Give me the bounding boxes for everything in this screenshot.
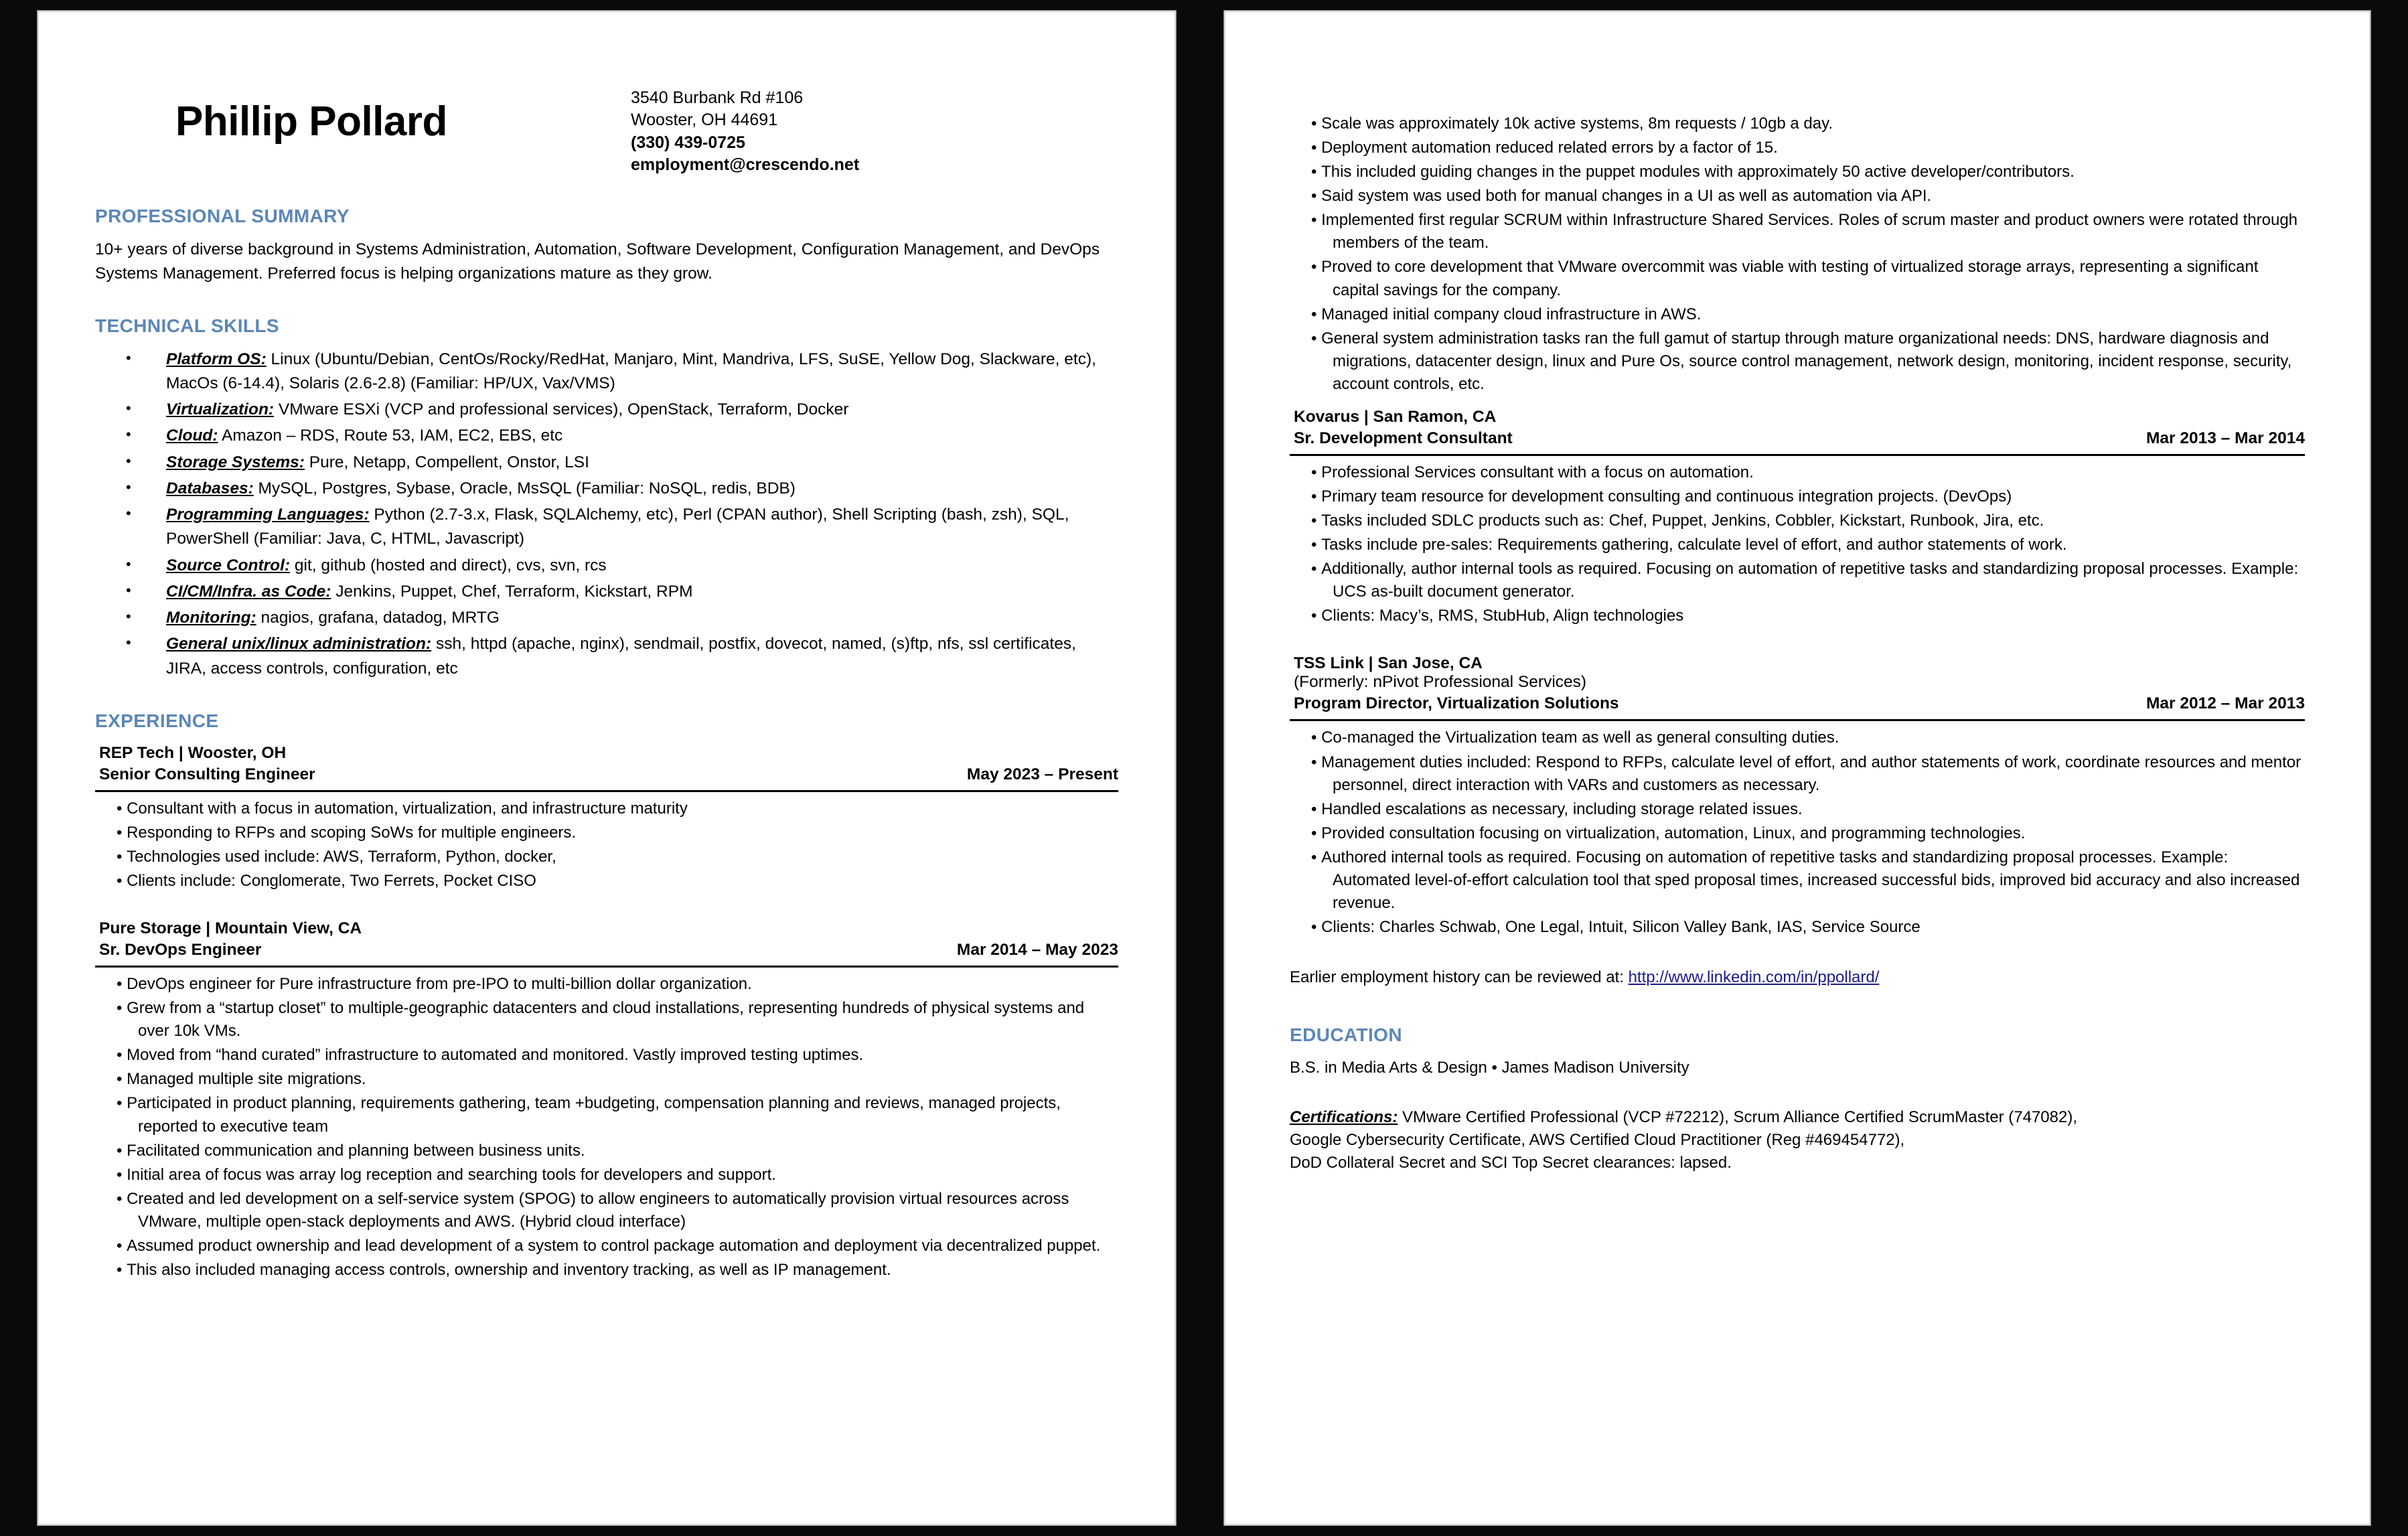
continued-bullet: • Deployment automation reduced related errors by a factor of 15.: [1311, 137, 2305, 159]
job-title: Program Director, Virtualization Solutions: [1294, 694, 1619, 713]
skill-label: CI/CM/Infra. as Code:: [166, 582, 331, 601]
job-bullet-list: [95, 973, 1118, 1282]
job-company: TSS Link | San Jose, CA: [1294, 654, 1483, 673]
section-heading-experience: EXPERIENCE: [95, 710, 219, 731]
skill-value: git, github (hosted and direct), cvs, svn, rcs: [290, 556, 607, 574]
job-bullet: • Created and led development on a self-service system (SPOG) to allow engineers to automatically provision virtual resources across VMware, multiple open-stack deployments and AWS. (Hybrid cloud interface): [117, 1188, 1118, 1233]
skill-value: VMware ESXi (VCP and professional services), OpenStack, Terraform, Docker: [274, 400, 849, 419]
job-dates: Mar 2012 – Mar 2013: [2146, 694, 2305, 713]
job-bullet: • Assumed product ownership and lead development of a system to control package automation and deployment via decentralized puppet.: [117, 1235, 1118, 1257]
earlier-history-label: Earlier employment history can be reviewed at:: [1290, 968, 1629, 987]
job-bullet: • Facilitated communication and planning between business units.: [117, 1140, 1118, 1162]
section-heading-technical-skills: TECHNICAL SKILLS: [95, 315, 279, 336]
job-dates: May 2023 – Present: [966, 765, 1118, 783]
skill-label: Platform OS:: [166, 350, 267, 368]
contact-line: (330) 439-0725: [631, 133, 745, 152]
section-heading-professional-summary: PROFESSIONAL SUMMARY: [95, 206, 350, 226]
job-bullet: • Provided consultation focusing on virtualization, automation, Linux, and programming technologies.: [1311, 822, 2305, 845]
job-title: Sr. DevOps Engineer: [99, 941, 262, 959]
job-bullet: • Consultant with a focus in automation, virtualization, and infrastructure maturity: [117, 797, 1118, 820]
skill-label: Programming Languages:: [166, 506, 370, 524]
job-title-row: [1290, 694, 2305, 713]
earlier-history-line: [1290, 968, 2305, 987]
skill-item: [95, 348, 1118, 396]
job-bullet: • Responding to RFPs and scoping SoWs for multiple engineers.: [117, 822, 1118, 844]
skill-label: Storage Systems:: [166, 453, 305, 471]
job-dates: Mar 2013 – Mar 2014: [2146, 429, 2305, 447]
resume-page-1: [37, 11, 1176, 1525]
job-bullet: • Tasks include pre-sales: Requirements gathering, calculate level of effort, and author statements of work.: [1311, 534, 2305, 556]
continued-bullet: • Said system was used both for manual changes in a UI as well as automation via API.: [1311, 185, 2305, 208]
job-bullet: • Clients: Macy’s, RMS, StubHub, Align technologies: [1311, 605, 2305, 627]
certifications-block: [1290, 1106, 2305, 1174]
technical-skills-list: [95, 348, 1118, 681]
skill-value: nagios, grafana, datadog, MRTG: [256, 609, 500, 627]
job-bullet: • Professional Services consultant with a focus on automation.: [1311, 461, 2305, 484]
job-title: Senior Consulting Engineer: [99, 765, 315, 783]
contact-line: 3540 Burbank Rd #106: [631, 88, 804, 107]
experience-entry: [1290, 408, 2305, 628]
skill-value: MySQL, Postgres, Sybase, Oracle, MsSQL (Familiar: NoSQL, redis, BDB): [253, 479, 796, 497]
job-company: REP Tech | Wooster, OH: [99, 743, 287, 762]
skill-item: [95, 477, 1118, 501]
skill-item: [95, 580, 1118, 604]
job-bullet: • Initial area of focus was array log reception and searching tools for developers and support.: [117, 1164, 1118, 1186]
job-divider: [1290, 454, 2305, 456]
resume-page-2: [1224, 11, 2371, 1525]
experience-entry: [95, 744, 1118, 893]
job-bullet: • Technologies used include: AWS, Terraform, Python, docker,: [117, 846, 1118, 868]
education-degree-line: B.S. in Media Arts & Design • James Madison University: [1290, 1059, 1689, 1077]
skill-item: [95, 606, 1118, 630]
certification-line: [1290, 1106, 2305, 1129]
job-bullet: • Clients: Charles Schwab, One Legal, Intuit, Silicon Valley Bank, IAS, Service Source: [1311, 916, 2305, 939]
job-bullet: • Tasks included SDLC products such as: Chef, Puppet, Jenkins, Cobbler, Kickstart, Runbook, Jira, etc.: [1311, 510, 2305, 532]
job-company: Kovarus | San Ramon, CA: [1294, 407, 1497, 426]
continued-bullet: • Scale was approximately 10k active systems, 8m requests / 10gb a day.: [1311, 112, 2305, 135]
job-bullet: • Grew from a “startup closet” to multiple-geographic datacenters and cloud installations, representing hundreds of physical systems and over 10k VMs.: [117, 997, 1118, 1043]
skill-value: Pure, Netapp, Compellent, Onstor, LSI: [304, 453, 589, 471]
skill-item: [95, 554, 1118, 578]
skill-item: [95, 424, 1118, 448]
name-block: [95, 80, 631, 145]
job-title-row: [95, 765, 1118, 784]
contact-block: [631, 80, 1118, 176]
job-bullet: • Primary team resource for development consulting and continuous integration projects. (DevOps): [1311, 485, 2305, 508]
certification-text: VMware Certified Professional (VCP #72212), Scrum Alliance Certified ScrumMaster (747082),: [1398, 1108, 2078, 1127]
skill-value: Linux (Ubuntu/Debian, CentOs/Rocky/RedHat, Manjaro, Mint, Mandriva, LFS, SuSE, Yellow Dog, Slackware, etc), MacOs (6-14.4), Solaris (2.6-2.8) (Familiar: HP/UX, Vax/VMS): [166, 350, 1096, 392]
job-bullet: • Managed multiple site migrations.: [117, 1068, 1118, 1091]
job-title-row: [95, 941, 1118, 959]
experience-entry: [1290, 654, 2305, 939]
certification-line: DoD Collateral Secret and SCI Top Secret clearances: lapsed.: [1290, 1154, 1732, 1172]
section-heading-education: EDUCATION: [1290, 1024, 1402, 1046]
continued-bullet: • This included guiding changes in the puppet modules with approximately 50 active developer/contributors.: [1311, 161, 2305, 183]
skill-value: Jenkins, Puppet, Chef, Terraform, Kickstart, RPM: [331, 582, 693, 601]
job-divider: [95, 966, 1118, 968]
skill-item: [95, 503, 1118, 552]
job-bullet-list: [95, 797, 1118, 893]
job-bullet: • This also included managing access controls, ownership and inventory tracking, as well as IP management.: [117, 1259, 1118, 1282]
job-divider: [1290, 719, 2305, 721]
job-bullet: • Co-managed the Virtualization team as well as general consulting duties.: [1311, 726, 2305, 749]
contact-line: employment@crescendo.net: [631, 155, 860, 174]
contact-line: Wooster, OH 44691: [631, 110, 778, 130]
skill-label: Source Control:: [166, 556, 291, 574]
job-bullet: • DevOps engineer for Pure infrastructure from pre-IPO to multi-billion dollar organization.: [117, 973, 1118, 996]
certifications-label: Certifications:: [1290, 1108, 1398, 1127]
skill-value: Python (2.7-3.x, Flask, SQLAlchemy, etc), Perl (CPAN author), Shell Scripting (bash, zsh), SQL, PowerShell (Familiar: Java, C, HTML, Javascript): [166, 506, 1069, 548]
job-bullet: • Authored internal tools as required. Focusing on automation of repetitive tasks and standardizing proposal processes. Example: Automated level-of-effort calculation tool that sped proposal times, increased successful bids, improved bid accuracy and also increased revenue.: [1311, 846, 2305, 915]
job-bullet: • Handled escalations as necessary, including storage related issues.: [1311, 798, 2305, 821]
skill-value: Amazon – RDS, Route 53, IAM, EC2, EBS, etc: [218, 427, 563, 445]
skill-item: [95, 632, 1118, 681]
job-dates: Mar 2014 – May 2023: [956, 941, 1118, 959]
continued-bullets-list: [1290, 112, 2305, 396]
job-bullet-list: [1290, 726, 2305, 939]
certification-line: Google Cybersecurity Certificate, AWS Certified Cloud Practitioner (Reg #469454772),: [1290, 1131, 1905, 1150]
job-bullet: • Clients include: Conglomerate, Two Ferrets, Pocket CISO: [117, 870, 1118, 893]
continued-bullet: • Managed initial company cloud infrastructure in AWS.: [1311, 303, 2305, 326]
linkedin-profile-link[interactable]: http://www.linkedin.com/in/ppollard/: [1628, 968, 1880, 987]
candidate-name: Phillip Pollard: [175, 98, 447, 145]
experience-list-page1: [95, 744, 1118, 1282]
skill-value: ssh, httpd (apache, nginx), sendmail, postfix, dovecot, named, (s)ftp, nfs, ssl certificates, JIRA, access controls, configuration, etc: [166, 635, 1076, 678]
skill-label: Monitoring:: [166, 609, 256, 627]
resume-header: [95, 80, 1118, 176]
skill-item: [95, 398, 1118, 422]
job-bullet: • Participated in product planning, requirements gathering, team +budgeting, compensation planning and reviews, managed projects, reported to executive team: [117, 1092, 1118, 1138]
job-bullet: • Management duties included: Respond to RFPs, calculate level of effort, and author statements of work, coordinate resources and mentor personnel, direct interaction with VARs and customers as necessary.: [1311, 751, 2305, 797]
professional-summary-text: 10+ years of diverse background in Systems Administration, Automation, Software Development, Configuration Management, and DevOps Systems Management. Preferred focus is helping organizations mature as they grow.: [95, 240, 1100, 283]
job-bullet-list: [1290, 461, 2305, 628]
skill-label: Databases:: [166, 479, 254, 497]
job-divider: [95, 790, 1118, 792]
job-title-row: [1290, 429, 2305, 448]
job-bullet: • Moved from “hand curated” infrastructure to automated and monitored. Vastly improved testing uptimes.: [117, 1044, 1118, 1067]
experience-entry: [95, 919, 1118, 1282]
continued-bullet: • Proved to core development that VMware overcommit was viable with testing of virtualized storage arrays, representing a significant capital savings for the company.: [1311, 256, 2305, 301]
continued-bullet: • General system administration tasks ran the full gamut of startup through mature organizational needs: DNS, hardware diagnosis and migrations, datacenter design, linux and Pure Os, source control management, network design, monitoring, incident response, security, account controls, etc.: [1311, 327, 2305, 396]
job-bullet: • Additionally, author internal tools as required. Focusing on automation of repetitive tasks and standardizing proposal processes. Example: UCS as-built document generator.: [1311, 558, 2305, 603]
skill-label: Cloud:: [166, 427, 218, 445]
job-formerly-name: (Formerly: nPivot Professional Services): [1294, 673, 1587, 692]
skill-label: General unix/linux administration:: [166, 635, 432, 654]
job-title: Sr. Development Consultant: [1294, 429, 1513, 447]
skill-label: Virtualization:: [166, 400, 275, 419]
continued-bullet: • Implemented first regular SCRUM within Infrastructure Shared Services. Roles of scrum master and product owners were rotated through members of the team.: [1311, 209, 2305, 254]
skill-item: [95, 451, 1118, 475]
experience-list-page2: [1290, 408, 2305, 939]
job-company: Pure Storage | Mountain View, CA: [99, 919, 362, 938]
